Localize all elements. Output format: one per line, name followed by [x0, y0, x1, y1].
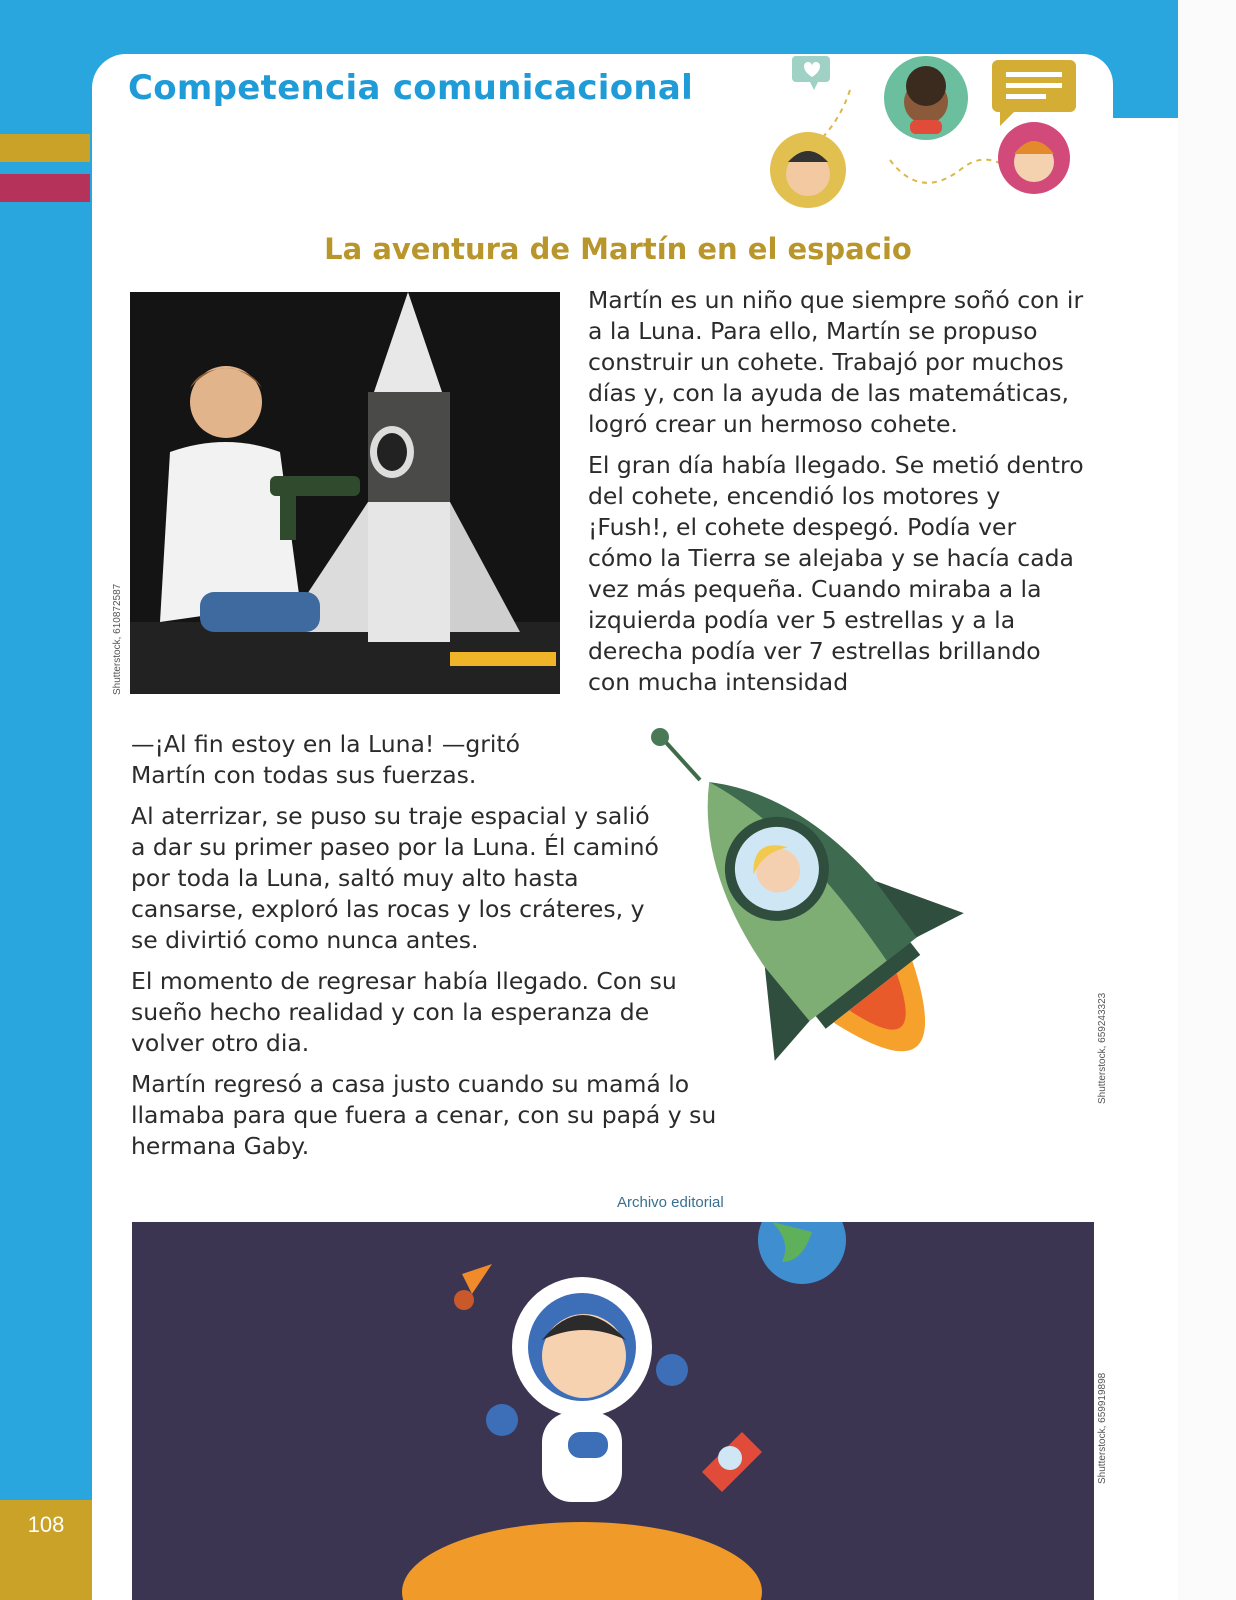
paragraph: El momento de regresar había llegado. Con su sueño hecho realidad y con la esperanza de volver otro dia. — [131, 967, 677, 1057]
archivo-editorial-credit: Archivo editorial — [617, 1194, 724, 1211]
paragraph: Al aterrizar, se puso su traje espacial y salió a dar su primer paseo por la Luna. Él caminó por toda la Luna, saltó muy alto hasta cansarse, exploró las rocas y los cráteres, y se divirtió como nunca antes. — [131, 802, 659, 954]
paragraph: —¡Al fin estoy en la Luna! —gritó Martín con todas sus fuerzas. — [131, 730, 521, 789]
story-title: La aventura de Martín en el espacio — [324, 232, 912, 266]
child-avatar-icon — [770, 132, 846, 208]
message-bubble-icon — [992, 60, 1076, 126]
section-title: Competencia comunicacional — [128, 68, 694, 108]
space-credit: Shutterstock, 659919898 — [1097, 1372, 1108, 1484]
astronaut-illustration — [132, 1222, 1094, 1600]
child-avatar-icon — [884, 56, 968, 140]
page-number: 108 — [27, 1512, 65, 1537]
paragraph: Martín es un niño que siempre soñó con ir a la Luna. Para ello, Martín se propuso construir un cohete. Trabajó por muchos días y, con la ayuda de las matemáticas, logró crear un hermoso cohete. — [588, 286, 1084, 438]
rocket-credit: Shutterstock, 659243323 — [1097, 992, 1108, 1104]
child-avatar-icon — [998, 122, 1070, 194]
gold-stripe — [0, 134, 90, 162]
header-decoration — [760, 50, 1090, 210]
intro-text — [588, 285, 1088, 708]
paragraph: Martín regresó a casa justo cuando su mamá lo llamaba para que fuera a cenar, con su papá y su hermana Gaby. — [131, 1070, 717, 1160]
cartoon-rocket-illustration — [640, 724, 1050, 1144]
photo-credit: Shutterstock, 610872587 — [112, 583, 123, 695]
pink-stripe — [0, 174, 90, 202]
paragraph: El gran día había llegado. Se metió dentro del cohete, encendió los motores y ¡Fush!, el cohete despegó. Podía ver cómo la Tierra se alejaba y se hacía cada vez más pequeña. Cuando miraba a la izquierda podía ver 5 estrellas y a la derecha podía ver 7 estrellas brillando con mucha intensidad — [588, 451, 1084, 696]
like-notification-icon — [792, 56, 830, 90]
boy-rocket-photo — [130, 292, 560, 694]
